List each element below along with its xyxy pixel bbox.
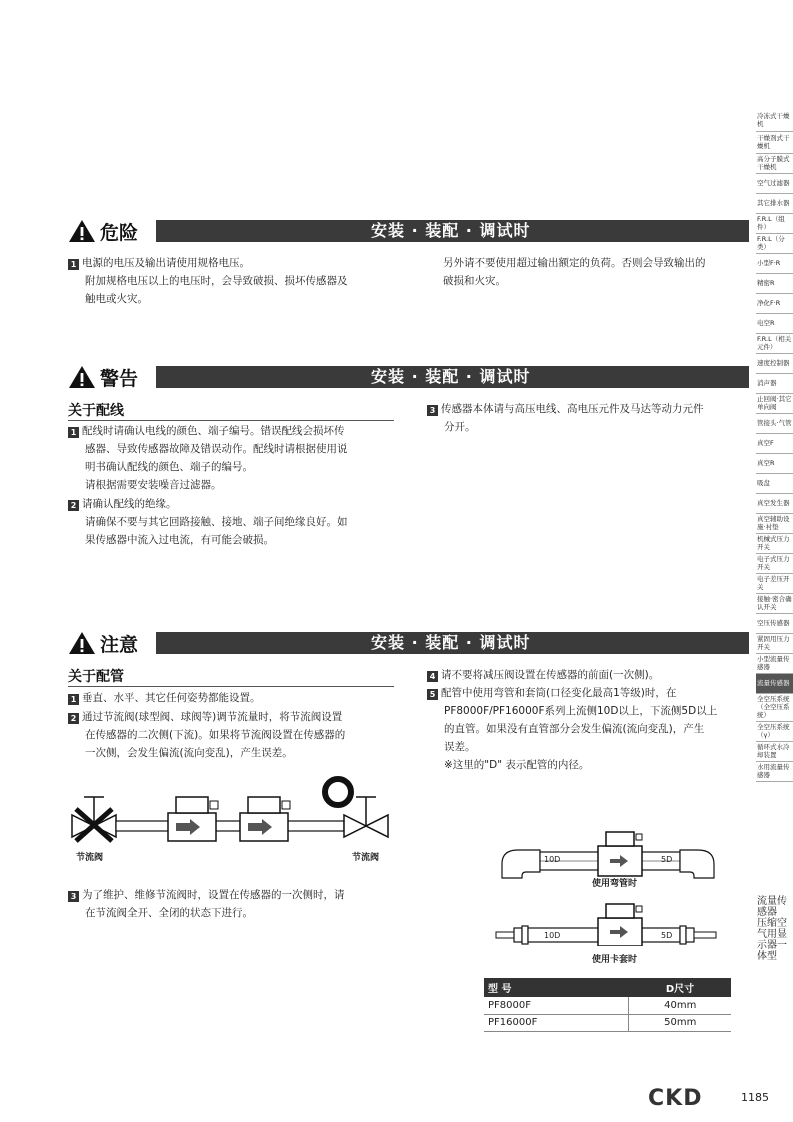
valve-left-label: 节流阀 bbox=[76, 853, 104, 863]
sleeve-dim-upstream: 10D bbox=[544, 931, 561, 940]
valve-right-label: 节流阀 bbox=[352, 853, 380, 863]
sidebar-item[interactable]: 真空F bbox=[756, 434, 793, 454]
sidebar-item[interactable]: 循环式水冷却装置 bbox=[756, 742, 793, 762]
side-vertical-title: 流量传感器 压缩空气用显示器一体型 bbox=[757, 896, 787, 962]
sidebar-item[interactable]: 小型F·R bbox=[756, 254, 793, 274]
sidebar-item[interactable]: 真空R bbox=[756, 454, 793, 474]
ckd-logo: CKD bbox=[648, 1086, 703, 1111]
sidebar-item[interactable]: F.R.L（组件） bbox=[756, 214, 793, 234]
table-row: PF8000F 40mm bbox=[484, 997, 731, 1014]
danger-bar-title: 安装 · 装配 · 调试时 bbox=[371, 221, 531, 240]
sidebar-item[interactable]: 机械式压力开关 bbox=[756, 534, 793, 554]
caution-header bbox=[68, 630, 749, 656]
elbow-dim-upstream: 10D bbox=[544, 855, 561, 864]
elbow-piping-diagram bbox=[500, 828, 720, 880]
valve-diagram bbox=[68, 775, 398, 845]
sidebar-item[interactable]: 电子差压开关 bbox=[756, 574, 793, 594]
sidebar-item[interactable]: 电子式压力开关 bbox=[756, 554, 793, 574]
caution-bar-title: 安装 · 装配 · 调试时 bbox=[371, 633, 531, 652]
sidebar-item[interactable]: 速度控制器 bbox=[756, 354, 793, 374]
wiring-subtitle: 关于配线 bbox=[68, 400, 394, 421]
piping-subtitle: 关于配管 bbox=[68, 666, 394, 687]
table-row: PF16000F 50mm bbox=[484, 1014, 731, 1031]
sidebar-item[interactable]: 电空R bbox=[756, 314, 793, 334]
table-header-model: 型 号 bbox=[484, 978, 629, 997]
flow-sensor-icon bbox=[240, 797, 290, 841]
sidebar-item[interactable]: 接触·密合确认开关 bbox=[756, 594, 793, 614]
sleeve-piping-diagram bbox=[494, 898, 720, 946]
caution-item-3: 3 为了维护、维修节流阀时，设置在传感器的一次侧时，请 在节流阀全开、全闭的状态下进行。 bbox=[68, 886, 398, 922]
sidebar-item[interactable]: 干燥剂式干燥机 bbox=[756, 132, 793, 154]
elbow-caption: 使用弯管时 bbox=[592, 879, 638, 889]
warning-triangle-icon bbox=[68, 631, 96, 655]
warning-triangle-icon bbox=[68, 365, 96, 389]
side-index bbox=[756, 110, 793, 782]
caution-item-4: 4 请不要将减压阀设置在传感器的前面(一次侧)。 bbox=[427, 666, 752, 684]
caution-item-2: 2 通过节流阀(球型阀、球阀等)调节流量时，将节流阀设置 在传感器的二次侧(下流)。如果将节流阀设置在传感器的 一次侧，会发生偏流(流向变乱)，产生误差。 bbox=[68, 708, 398, 762]
sidebar-item[interactable]: 管接头·气管 bbox=[756, 414, 793, 434]
sidebar-item[interactable]: 消声器 bbox=[756, 374, 793, 394]
sidebar-item[interactable]: 精密R bbox=[756, 274, 793, 294]
sidebar-item[interactable]: 净化F·R bbox=[756, 294, 793, 314]
sidebar-item[interactable]: 空气过滤器 bbox=[756, 174, 793, 194]
danger-right-text: 另外请不要使用超过输出额定的负荷。否则会导致输出的 破损和火灾。 bbox=[443, 257, 706, 287]
warning-label: 警告 bbox=[100, 367, 139, 390]
danger-item-1: 1 电源的电压及输出请使用规格电压。 附加规格电压以上的电压时，会导致破损、损坏传感器及 触电或火灾。 bbox=[68, 254, 398, 308]
sidebar-item[interactable]: 全空压系统（γ） bbox=[756, 722, 793, 742]
sidebar-item[interactable]: 真空辅助设施·衬垫 bbox=[756, 514, 793, 534]
sleeve-dim-downstream: 5D bbox=[661, 931, 673, 940]
throttle-valve-left-icon bbox=[72, 797, 116, 841]
sidebar-item[interactable]: 水用流量传感器 bbox=[756, 762, 793, 782]
caution-item-5: 5 配管中使用弯管和套筒(口径变化最高1等级)时，在 PF8000F/PF16000F系列上流侧10D以上，下流侧5D以上 的直管。如果没有直管部分会发生偏流(流向变乱)，产生 误差。 ※这里的"D" 表示配管的内径。 bbox=[427, 684, 752, 774]
sidebar-item[interactable]: 止回阀·其它单向阀 bbox=[756, 394, 793, 414]
sidebar-item[interactable]: 全空压系统（全空压系统） bbox=[756, 694, 793, 722]
sidebar-item[interactable]: 其它排水器 bbox=[756, 194, 793, 214]
danger-header bbox=[68, 218, 749, 244]
sidebar-item[interactable]: 高分子膜式干燥机 bbox=[756, 154, 793, 174]
warning-header bbox=[68, 364, 749, 390]
sidebar-item[interactable]: 流量传感器 bbox=[756, 674, 793, 694]
elbow-dim-downstream: 5D bbox=[661, 855, 673, 864]
sidebar-item[interactable]: 紧固用压力开关 bbox=[756, 634, 793, 654]
sidebar-item[interactable]: 空压传感器 bbox=[756, 614, 793, 634]
sidebar-item[interactable]: F.R.L（相关元件） bbox=[756, 334, 793, 354]
sidebar-item[interactable]: 冷冻式干燥机 bbox=[756, 110, 793, 132]
caution-item-1: 1 垂直、水平、其它任何姿势都能设置。 bbox=[68, 689, 398, 707]
sidebar-item[interactable]: 真空发生器 bbox=[756, 494, 793, 514]
sidebar-item[interactable]: F.R.L（分类） bbox=[756, 234, 793, 254]
warning-item-1: 1 配线时请确认电线的颜色、端子编号。错误配线会损坏传 感器、导致传感器故障及错误动作。配线时请根据使用说 明书确认配线的颜色、端子的编号。 请根据需要安装噪音过滤器。 bbox=[68, 422, 398, 494]
sleeve-caption: 使用卡套时 bbox=[592, 955, 638, 965]
page-number: 1185 bbox=[741, 1091, 769, 1104]
sidebar-item[interactable]: 吸盘 bbox=[756, 474, 793, 494]
table-header-d: D尺寸 bbox=[629, 978, 731, 997]
sidebar-item[interactable]: 小型流量传感器 bbox=[756, 654, 793, 674]
warning-item-3: 3 传感器本体请与高压电线、高电压元件及马达等动力元件 分开。 bbox=[427, 400, 752, 436]
dimension-table bbox=[484, 978, 731, 1032]
flow-sensor-icon bbox=[168, 797, 218, 841]
warning-bar-title: 安装 · 装配 · 调试时 bbox=[371, 367, 531, 386]
caution-label: 注意 bbox=[100, 633, 139, 656]
warning-triangle-icon bbox=[68, 219, 96, 243]
danger-label: 危险 bbox=[100, 221, 139, 244]
warning-item-2: 2 请确认配线的绝缘。 请确保不要与其它回路接触、接地、端子间绝缘良好。如 果传感器中流入过电流，有可能会破损。 bbox=[68, 495, 398, 549]
